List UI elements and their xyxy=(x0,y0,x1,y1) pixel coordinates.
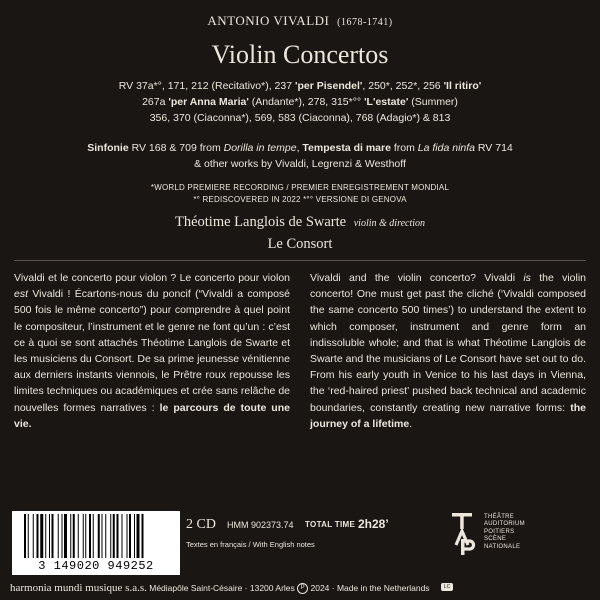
total-time-label: TOTAL TIME xyxy=(305,520,356,529)
tap-partner-text: THÉÂTRE AUDITORIUM POITIERS SCÈNE NATIONALE xyxy=(484,514,525,550)
barcode-bar xyxy=(85,514,86,558)
composer-dates: (1678-1741) xyxy=(337,17,393,28)
barcode-bar xyxy=(73,514,75,558)
lc-logo: LC 7045 xyxy=(441,584,453,598)
barcode-bar xyxy=(52,514,54,558)
notes-line-2: *° REDISCOVERED IN 2022 *°° VERSIONE DI GENOVA xyxy=(193,195,407,204)
disc-count: 2 CD xyxy=(186,517,216,532)
barcode-bar xyxy=(78,514,79,558)
performer-line xyxy=(0,214,600,231)
catalog-number: HMM 902373.74 xyxy=(227,520,294,530)
performer-name: Théotime Langlois de Swarte xyxy=(174,214,347,230)
barcode-bar xyxy=(110,514,111,558)
barcode-bar xyxy=(142,514,144,558)
performer-role: violin & direction xyxy=(353,218,426,229)
barcode xyxy=(12,511,180,575)
sinfonie-line-1: Sinfonie RV 168 & 709 from Dorilla in tempe, Tempesta di mare from La fida ninfa RV 714 xyxy=(87,142,513,154)
barcode-bar xyxy=(64,514,67,558)
footer xyxy=(10,582,430,594)
english-text: Vivaldi and the violin concerto? Vivaldi is the violin concerto! One must get past the cliché (‘Vivaldi composed the same concerto 500 times’) to understand the extent to which composer, instrument and genre form an indissoluble whole; and that is what Théotime Langlois de Swarte and the musicians of Le Consort have set out to do. From his early youth in Venice to his last days in Vienna, the ‘red-haired priest’ pushed back technical and academic boundaries, constantly creating new narrative forms: the journey of a lifetime. xyxy=(310,272,587,430)
works-list xyxy=(0,78,600,126)
footer-year: 2024 · Made in the Netherlands xyxy=(308,583,430,593)
total-time-value: 2h28’ xyxy=(358,517,389,531)
barcode-bar xyxy=(49,514,50,558)
barcode-bar xyxy=(113,514,115,558)
phonogram-icon: P xyxy=(297,583,308,594)
barcode-bar xyxy=(70,514,71,558)
barcode-bar xyxy=(105,514,106,558)
barcode-bar xyxy=(45,514,46,558)
barcode-bar xyxy=(28,514,29,558)
sinfonie-line-2: & other works by Vivaldi, Legrenzi & Westhoff xyxy=(194,158,406,170)
album-title: Violin Concertos xyxy=(211,40,389,69)
barcode-bar xyxy=(134,514,135,558)
composer-line xyxy=(0,13,600,29)
label-name: harmonia mundi musique s.a.s. xyxy=(10,582,147,594)
works-line-1: RV 37a*°, 171, 212 (Recitativo*), 237 'per Pisendel', 250*, 252*, 256 'Il ritiro' xyxy=(118,80,482,92)
barcode-bar xyxy=(24,514,26,558)
barcode-bar xyxy=(89,514,91,558)
barcode-bar xyxy=(127,514,128,558)
language-note: Textes en français / With English notes xyxy=(186,540,315,549)
works-line-3: 356, 370 (Ciaconna*), 569, 583 (Ciaconna), 768 (Adagio*) & 813 xyxy=(149,112,451,124)
barcode-bar xyxy=(62,514,63,558)
barcode-bar xyxy=(58,514,59,558)
barcode-bar xyxy=(37,514,39,558)
label-address: Médiapôle Saint-Césaire · 13200 Arles xyxy=(146,583,298,593)
barcode-number: 3 149020 949252 xyxy=(38,559,154,573)
divider xyxy=(14,260,586,261)
tap-logo-icon xyxy=(452,511,478,555)
barcode-bar xyxy=(129,514,131,558)
composer-name: ANTONIO VIVALDI xyxy=(207,13,330,28)
barcode-bars xyxy=(22,514,172,558)
recording-notes xyxy=(0,182,600,206)
notes-line-1: *WORLD PREMIERE RECORDING / PREMIER ENREGISTREMENT MONDIAL xyxy=(150,183,450,192)
barcode-bar xyxy=(93,514,94,558)
french-text: Vivaldi et le concerto pour violon ? Le concerto pour violon est Vivaldi ! Écartons-nous du poncif (“Vivaldi a composé 500 fois le même concerto”) pour comprendre à quel point le compositeur, l’instrument et le genre ne font qu’un : c’est ce à quoi se sont attachés Théotime Langlois de Swarte et les musiciens du Consort. De sa prime jeunesse vénitienne aux derniers instants viennois, le Prêtre roux repousse les limites techniques ou académiques et crée sans relâche de nouvelles formes narratives : le parcours de toute une vie. xyxy=(14,272,290,430)
barcode-bar xyxy=(137,514,140,558)
ensemble-name: Le Consort xyxy=(267,236,333,252)
barcode-bar xyxy=(122,514,123,558)
barcode-bar xyxy=(98,514,100,558)
barcode-bar xyxy=(33,514,34,558)
barcode-bar xyxy=(117,514,119,558)
sinfonie-block xyxy=(0,140,600,172)
barcode-bar xyxy=(83,514,84,558)
barcode-bar xyxy=(40,514,43,558)
barcode-bar xyxy=(102,514,103,558)
works-line-2: 267a 'per Anna Maria' (Andante*), 278, 315*°° 'L'estate' (Summer) xyxy=(142,96,458,108)
